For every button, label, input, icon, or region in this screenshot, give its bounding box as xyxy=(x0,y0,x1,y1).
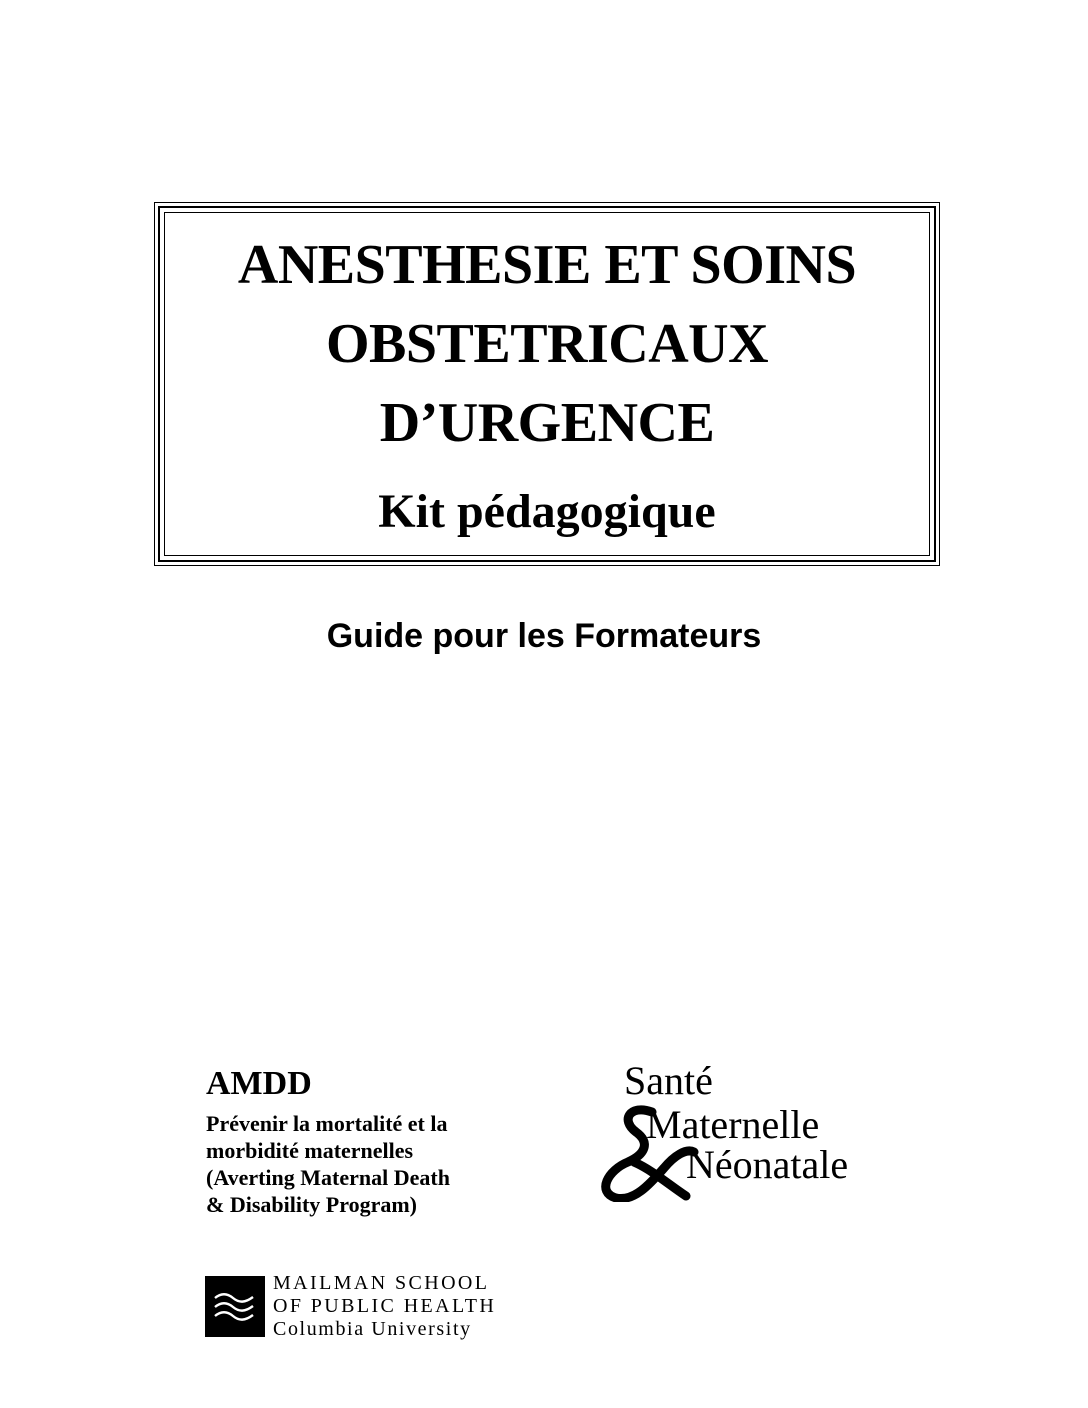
title-line-1: ANESTHESIE ET SOINS xyxy=(237,234,857,296)
wave-lines-icon xyxy=(205,1276,265,1337)
amdd-line: & Disability Program) xyxy=(206,1192,418,1217)
mailman-school-wordmark xyxy=(273,1272,496,1341)
mailman-line-1: MAILMAN SCHOOL xyxy=(273,1272,490,1294)
mailman-line-3: Columbia University xyxy=(273,1318,472,1340)
amdd-line: morbidité maternelles xyxy=(206,1138,414,1163)
sante-maternelle-neonatale-logo xyxy=(590,1052,890,1202)
mailman-line-2: OF PUBLIC HEALTH xyxy=(273,1295,497,1317)
guide-heading: Guide pour les Formateurs xyxy=(326,617,762,655)
amdd-block xyxy=(206,1062,536,1218)
document-title xyxy=(164,226,930,463)
logo-line-2: Maternelle xyxy=(646,1102,820,1147)
logo-line-1: Santé xyxy=(624,1058,713,1103)
title-line-2: OBSTETRICAUX xyxy=(325,313,769,375)
document-subtitle: Kit pédagogique xyxy=(378,485,716,538)
amdd-title: AMDD xyxy=(206,1065,312,1102)
amdd-line: Prévenir la mortalité et la xyxy=(206,1111,448,1136)
logo-line-3: Néonatale xyxy=(686,1142,849,1187)
amdd-line: (Averting Maternal Death xyxy=(206,1165,450,1190)
title-line-3: D’URGENCE xyxy=(379,392,715,454)
